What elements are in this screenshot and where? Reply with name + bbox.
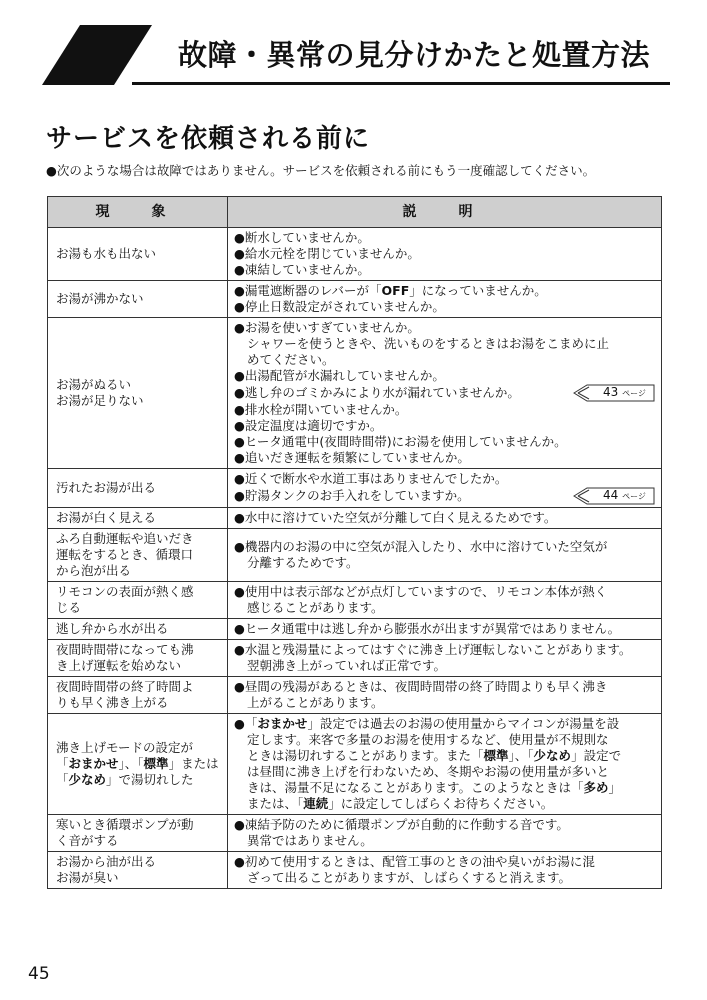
symptom-line: お湯がぬるい (56, 377, 132, 392)
symptom-line: お湯から油が出る (56, 854, 157, 869)
explanation-line: ●ヒータ通電中(夜間時間帯)にお湯を使用していませんか。 (234, 434, 567, 449)
symptom-cell (48, 677, 228, 714)
table-row (48, 815, 662, 852)
table-row (48, 582, 662, 619)
explanation-cell (228, 619, 662, 640)
explanation-cell (228, 714, 662, 815)
explanation-line: ●お湯を使いすぎていませんか。 (234, 320, 420, 335)
table-row (48, 228, 662, 281)
section-title: 故障・異常の見分けかたと処置方法 (178, 38, 651, 72)
symptom-line: りも早く沸き上がる (56, 695, 169, 710)
symptom-line: リモコンの表面が熱く感 (56, 584, 194, 599)
explanation-cell (228, 582, 662, 619)
symptom-cell (48, 852, 228, 889)
header-underline (132, 82, 670, 85)
page-subtitle: サービスを依頼される前に (46, 124, 371, 154)
symptom-line: 沸き上げモードの設定が (56, 740, 194, 755)
symptom-cell (48, 508, 228, 529)
table-row (48, 469, 662, 508)
page-number: 45 (28, 964, 50, 984)
explanation-line: ●水温と残湯量によってはすぐに沸き上げ運転しないことがあります。 (234, 642, 632, 657)
table-row (48, 677, 662, 714)
explanation-cell (228, 469, 662, 508)
table-row (48, 619, 662, 640)
table-row (48, 318, 662, 469)
symptom-cell (48, 815, 228, 852)
symptom-cell (48, 582, 228, 619)
table-row (48, 714, 662, 815)
symptom-cell (48, 281, 228, 318)
symptom-line: お湯が沸かない (56, 291, 144, 306)
table-row (48, 508, 662, 529)
explanation-line: ●「おまかせ」設定では過去のお湯の使用量からマイコンが湯量を設 (234, 716, 620, 731)
explanation-cell (228, 677, 662, 714)
header-explanation: 説 明 (228, 197, 662, 228)
explanation-line: ●水中に溶けていた空気が分離して白く見えるためです。 (234, 510, 557, 525)
explanation-line: 翌朝沸き上がっていれば正常です。 (247, 658, 447, 673)
explanation-cell (228, 815, 662, 852)
explanation-line: 定します。来客で多量のお湯を使用するなど、使用量が不規則な (247, 732, 609, 747)
symptom-line: お湯が白く見える (56, 510, 157, 525)
table-row (48, 640, 662, 677)
symptom-cell (48, 529, 228, 582)
explanation-line: シャワーを使うときや、洗いものをするときはお湯をこまめに止 (247, 336, 610, 351)
explanation-line: は昼間に沸き上げを行わないため、冬期やお湯の使用量が多いと (247, 764, 610, 779)
explanation-line: ●漏電遮断器のレバーが「OFF」になっていませんか。 (234, 283, 547, 298)
explanation-line: 異常ではありません。 (247, 833, 373, 848)
table-row (48, 529, 662, 582)
symptom-cell (48, 318, 228, 469)
explanation-line: ●近くで断水や水道工事はありませんでしたか。 (234, 471, 508, 486)
explanation-line: ●停止日数設定がされていませんか。 (234, 299, 445, 314)
explanation-line: ●ヒータ通電中は逃し弁から膨張水が出ますが異常ではありません。 (234, 621, 621, 636)
explanation-cell (228, 508, 662, 529)
page-reference-tag: 44 ページ (573, 487, 655, 505)
symptom-line: 運転をするとき、循環口 (56, 547, 194, 562)
explanation-line: 上がることがあります。 (247, 695, 384, 710)
explanation-line: ●逃し弁のゴミかみにより水が漏れていませんか。 43 ページ (234, 384, 655, 402)
explanation-line: ●給水元栓を閉じていませんか。 (234, 246, 420, 261)
troubleshooting-table (47, 196, 662, 889)
explanation-line: 分離するためです。 (247, 555, 359, 570)
symptom-line: 寒いとき循環ポンプが動 (56, 817, 194, 832)
symptom-cell (48, 640, 228, 677)
explanation-line: ●排水栓が開いていませんか。 (234, 402, 408, 417)
explanation-line: ●初めて使用するときは、配管工事のときの油や臭いがお湯に混 (234, 854, 595, 869)
explanation-line: 感じることがあります。 (247, 600, 384, 615)
explanation-cell (228, 852, 662, 889)
explanation-cell (228, 529, 662, 582)
symptom-line: から泡が出る (56, 563, 132, 578)
symptom-line: お湯も水も出ない (56, 246, 157, 261)
explanation-line: ときは湯切れすることがあります。また「標準」、「少なめ」設定で (247, 748, 622, 763)
symptom-line: く音がする (56, 833, 119, 848)
symptom-line: 汚れたお湯が出る (56, 480, 157, 495)
explanation-line: または、「連続」に設定してしばらくお待ちください。 (247, 796, 554, 811)
explanation-line: ●凍結していませんか。 (234, 262, 370, 277)
symptom-line: お湯が臭い (56, 870, 119, 885)
symptom-cell (48, 619, 228, 640)
symptom-line: お湯が足りない (56, 393, 144, 408)
table-row (48, 281, 662, 318)
symptom-cell (48, 469, 228, 508)
symptom-line: 夜間時間帯の終了時間よ (56, 679, 194, 694)
symptom-cell (48, 714, 228, 815)
explanation-line: ●断水していませんか。 (234, 230, 370, 245)
symptom-line: 「おまかせ」、「標準」または (56, 756, 219, 771)
explanation-line: ●機器内のお湯の中に空気が混入したり、水中に溶けていた空気が (234, 539, 608, 554)
symptom-line: き上げ運転を始めない (56, 658, 182, 673)
explanation-line: ざって出ることがありますが、しばらくすると消えます。 (247, 870, 572, 885)
table-row (48, 852, 662, 889)
explanation-cell (228, 228, 662, 281)
explanation-line: ●出湯配管が水漏れしていませんか。 (234, 368, 445, 383)
symptom-line: 「少なめ」で湯切れした (56, 772, 194, 787)
section-header (42, 25, 670, 85)
symptom-line: ふろ自動運転や追いだき (56, 531, 194, 546)
explanation-line: ●凍結予防のために循環ポンプが自動的に作動する音です。 (234, 817, 569, 832)
explanation-line: ●追いだき運転を頻繁にしていませんか。 (234, 450, 470, 465)
table-header-row (48, 197, 662, 228)
explanation-line: ●設定温度は適切ですか。 (234, 418, 383, 433)
symptom-cell (48, 228, 228, 281)
explanation-line: ●昼間の残湯があるときは、夜間時間帯の終了時間よりも早く沸き (234, 679, 608, 694)
header-symptom: 現 象 (48, 197, 228, 228)
symptom-line: じる (56, 600, 82, 615)
explanation-cell (228, 318, 662, 469)
explanation-cell (228, 281, 662, 318)
explanation-cell (228, 640, 662, 677)
explanation-line: ●使用中は表示部などが点灯していますので、リモコン本体が熱く (234, 584, 608, 599)
intro-text: ●次のような場合は故障ではありません。サービスを依頼される前にもう一度確認してください。 (46, 163, 596, 178)
symptom-line: 夜間時間帯になっても沸 (56, 642, 194, 657)
symptom-line: 逃し弁から水が出る (56, 621, 169, 636)
header-slash-bar (42, 25, 152, 85)
explanation-line: きは、湯量不足になることがあります。このようなときは「多め」 (247, 780, 622, 795)
page-reference-tag: 43 ページ (573, 384, 655, 402)
explanation-line: めてください。 (247, 352, 335, 367)
explanation-line: ●貯湯タンクのお手入れをしていますか。 44 ページ (234, 487, 655, 505)
